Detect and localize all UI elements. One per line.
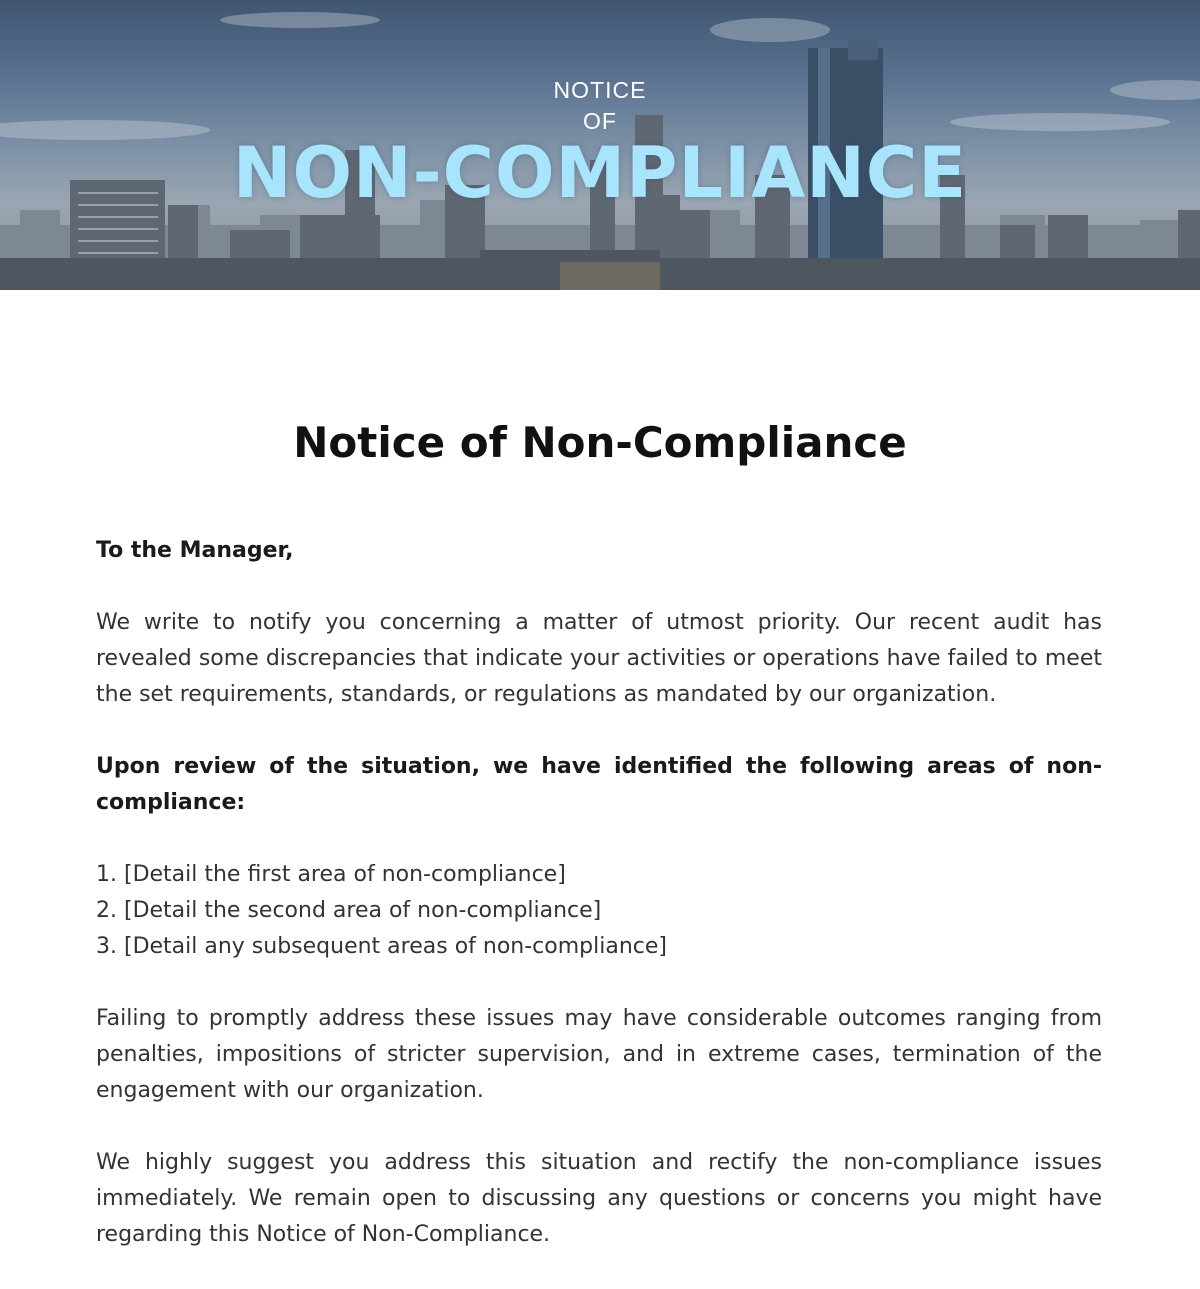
list-item: 3. [Detail any subsequent areas of non-compliance]	[96, 934, 667, 959]
list-item: 1. [Detail the first area of non-compliance]	[96, 862, 566, 887]
header-banner	[0, 0, 1200, 290]
document-title: Notice of Non-Compliance	[293, 418, 907, 467]
areas-list	[96, 857, 1102, 965]
list-item: 2. [Detail the second area of non-compliance]	[96, 898, 602, 923]
consequences-paragraph: Failing to promptly address these issues may have considerable outcomes ranging from penalties, impositions of stricter supervision, and in extreme cases, termination of the engagement with our organization.	[96, 1006, 1102, 1103]
areas-heading: Upon review of the situation, we have identified the following areas of non-compliance:	[96, 754, 1102, 815]
banner-headline: NON-COMPLIANCE	[232, 132, 968, 214]
intro-paragraph: We write to notify you concerning a matter of utmost priority. Our recent audit has revealed some discrepancies that indicate your activities or operations have failed to meet the set requirements, standards, or regulations as mandated by our organization.	[96, 610, 1102, 707]
banner-kicker-notice: NOTICE	[553, 77, 647, 103]
banner-kicker-of: OF	[583, 108, 617, 134]
document-body	[96, 533, 1102, 1289]
closing-paragraph: We highly suggest you address this situation and rectify the non-compliance issues immediately. We remain open to discussing any questions or concerns you might have regarding this Notice of Non-Compliance.	[96, 1150, 1102, 1247]
salutation: To the Manager,	[96, 538, 294, 563]
